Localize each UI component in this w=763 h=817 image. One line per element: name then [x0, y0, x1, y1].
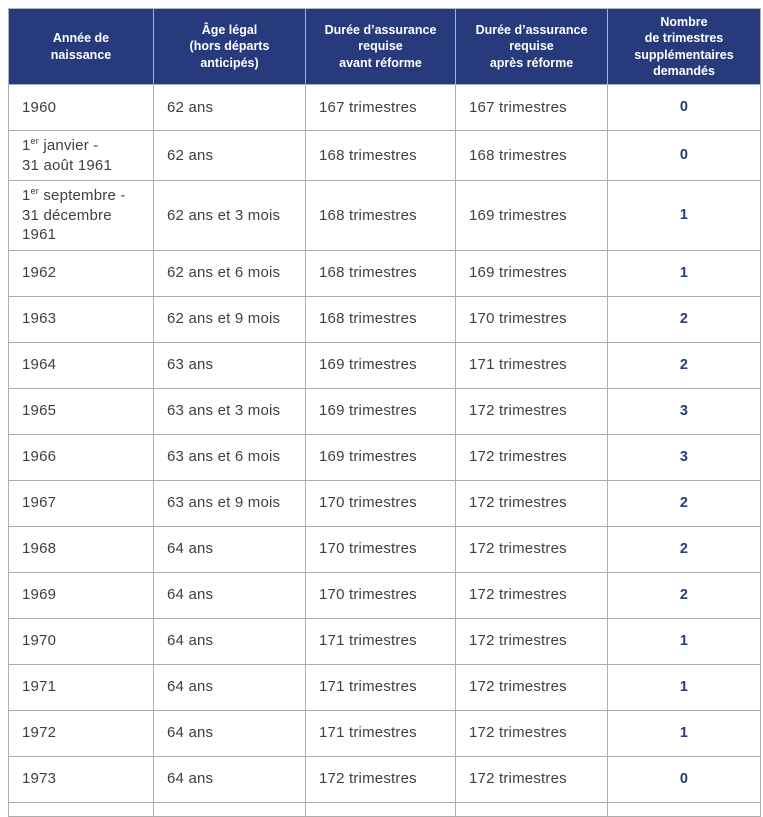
table-row: [9, 131, 761, 181]
duration-after-cell: 168 trimestres: [456, 131, 608, 181]
legal-age-cell: 64 ans: [154, 710, 306, 756]
extra-trimesters-cell: 1: [608, 710, 761, 756]
birth-year-cell: 1973: [9, 756, 154, 802]
table-row: [9, 572, 761, 618]
birth-year-cell: 1970: [9, 618, 154, 664]
column-header-legal-age: Âge légal (hors départs anticipés): [154, 9, 306, 85]
duration-before-cell: 171 trimestres: [306, 664, 456, 710]
duration-after-cell: 172 trimestres: [456, 618, 608, 664]
birth-year-cell: 1967: [9, 480, 154, 526]
birth-year-cell: 1968: [9, 526, 154, 572]
duration-before-cell: 170 trimestres: [306, 572, 456, 618]
duration-before-cell: 172 trimestres: [306, 756, 456, 802]
retirement-duration-table: [8, 8, 761, 817]
duration-after-cell: 172 trimestres: [456, 572, 608, 618]
birth-year-cell: 1972: [9, 710, 154, 756]
extra-trimesters-cell: 0: [608, 756, 761, 802]
extra-trimesters-cell: 0: [608, 131, 761, 181]
birth-year-cell: 1969: [9, 572, 154, 618]
duration-after-cell: 172 trimestres: [456, 756, 608, 802]
duration-before-cell: 169 trimestres: [306, 388, 456, 434]
table-row: [9, 480, 761, 526]
extra-trimesters-cell: 0: [608, 85, 761, 131]
table-row: [9, 181, 761, 251]
duration-before-cell: 168 trimestres: [306, 181, 456, 251]
extra-trimesters-cell: 1: [608, 181, 761, 251]
extra-trimesters-cell: 2: [608, 480, 761, 526]
duration-after-cell: 172 trimestres: [456, 434, 608, 480]
table-row: [9, 85, 761, 131]
birth-year-cell: 1971: [9, 664, 154, 710]
partial-row-cutoff: [9, 802, 761, 816]
duration-before-cell: 167 trimestres: [306, 85, 456, 131]
extra-trimesters-cell: 1: [608, 664, 761, 710]
table-row: [9, 250, 761, 296]
extra-trimesters-cell: 2: [608, 342, 761, 388]
legal-age-cell: 62 ans et 6 mois: [154, 250, 306, 296]
table-row: [9, 618, 761, 664]
duration-before-cell: 170 trimestres: [306, 526, 456, 572]
legal-age-cell: 62 ans: [154, 85, 306, 131]
table-row: [9, 342, 761, 388]
legal-age-cell: 64 ans: [154, 526, 306, 572]
column-header-duration-after-reform: Durée d’assurance requise après réforme: [456, 9, 608, 85]
legal-age-cell: 64 ans: [154, 756, 306, 802]
extra-trimesters-cell: 3: [608, 388, 761, 434]
duration-after-cell: 169 trimestres: [456, 181, 608, 251]
duration-after-cell: 170 trimestres: [456, 296, 608, 342]
legal-age-cell: 62 ans et 3 mois: [154, 181, 306, 251]
legal-age-cell: 63 ans et 6 mois: [154, 434, 306, 480]
duration-before-cell: 171 trimestres: [306, 710, 456, 756]
duration-after-cell: 172 trimestres: [456, 480, 608, 526]
table-row: [9, 526, 761, 572]
duration-before-cell: 169 trimestres: [306, 342, 456, 388]
legal-age-cell: 63 ans: [154, 342, 306, 388]
duration-before-cell: 171 trimestres: [306, 618, 456, 664]
duration-before-cell: 169 trimestres: [306, 434, 456, 480]
birth-year-cell: 1964: [9, 342, 154, 388]
birth-year-cell: 1er janvier - 31 août 1961: [9, 131, 154, 181]
legal-age-cell: 63 ans et 9 mois: [154, 480, 306, 526]
birth-year-cell: 1960: [9, 85, 154, 131]
duration-after-cell: 172 trimestres: [456, 710, 608, 756]
table-row: [9, 664, 761, 710]
legal-age-cell: 64 ans: [154, 618, 306, 664]
column-header-duration-before-reform: Durée d’assurance requise avant réforme: [306, 9, 456, 85]
extra-trimesters-cell: 3: [608, 434, 761, 480]
duration-before-cell: 168 trimestres: [306, 131, 456, 181]
duration-after-cell: 172 trimestres: [456, 526, 608, 572]
birth-year-cell: 1966: [9, 434, 154, 480]
duration-after-cell: 172 trimestres: [456, 388, 608, 434]
extra-trimesters-cell: 2: [608, 572, 761, 618]
duration-after-cell: 169 trimestres: [456, 250, 608, 296]
extra-trimesters-cell: 1: [608, 618, 761, 664]
table-row: [9, 388, 761, 434]
duration-before-cell: 168 trimestres: [306, 250, 456, 296]
birth-year-cell: 1965: [9, 388, 154, 434]
birth-year-cell: 1er septembre - 31 décembre 1961: [9, 181, 154, 251]
legal-age-cell: 63 ans et 3 mois: [154, 388, 306, 434]
duration-before-cell: 168 trimestres: [306, 296, 456, 342]
extra-trimesters-cell: 1: [608, 250, 761, 296]
duration-after-cell: 172 trimestres: [456, 664, 608, 710]
legal-age-cell: 64 ans: [154, 664, 306, 710]
legal-age-cell: 62 ans: [154, 131, 306, 181]
birth-year-cell: 1963: [9, 296, 154, 342]
table-header-row: [9, 9, 761, 85]
table-row: [9, 434, 761, 480]
column-header-birth-year: Année de naissance: [9, 9, 154, 85]
duration-after-cell: 171 trimestres: [456, 342, 608, 388]
column-header-extra-trimesters: Nombre de trimestres supplémentaires demandés: [608, 9, 761, 85]
legal-age-cell: 62 ans et 9 mois: [154, 296, 306, 342]
table-row: [9, 296, 761, 342]
duration-after-cell: 167 trimestres: [456, 85, 608, 131]
legal-age-cell: 64 ans: [154, 572, 306, 618]
birth-year-cell: 1962: [9, 250, 154, 296]
extra-trimesters-cell: 2: [608, 296, 761, 342]
duration-before-cell: 170 trimestres: [306, 480, 456, 526]
table-row: [9, 756, 761, 802]
extra-trimesters-cell: 2: [608, 526, 761, 572]
table-row: [9, 710, 761, 756]
